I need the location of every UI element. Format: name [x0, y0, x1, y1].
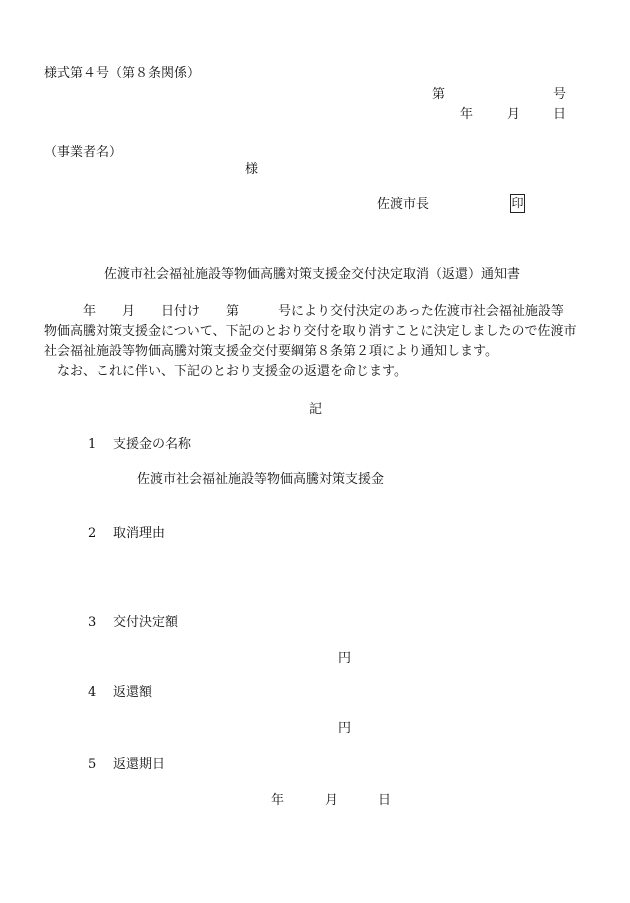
item-label: 返還額 — [113, 685, 153, 700]
due-date-day: 日 — [378, 793, 392, 808]
doc-date-day: 日 — [553, 107, 567, 122]
document-title: 佐渡市社会福祉施設等物価高騰対策支援金交付決定取消（返還）通知書 — [104, 267, 521, 282]
recipient-name-label: （事業者名） — [44, 145, 123, 160]
due-date-month: 月 — [325, 793, 339, 808]
item-label: 取消理由 — [113, 526, 166, 541]
item-unit: 円 — [338, 721, 352, 736]
item-label: 支援金の名称 — [113, 437, 192, 452]
item-number: 3 — [88, 615, 97, 630]
body-line: なお、これに伴い、下記のとおり支援金の返還を命じます。 — [44, 364, 407, 379]
due-date-year: 年 — [271, 793, 285, 808]
doc-date-month: 月 — [507, 107, 521, 122]
item-number: 2 — [88, 526, 97, 541]
item-value: 佐渡市社会福祉施設等物価高騰対策支援金 — [137, 472, 385, 487]
body-paragraph — [44, 302, 589, 382]
item-number: 1 — [88, 437, 97, 452]
doc-number-dai: 第 — [432, 87, 446, 102]
body-line: 物価高騰対策支援金について、下記のとおり交付を取り消すことに決定しましたので佐渡市 — [44, 324, 577, 339]
ki-heading: 記 — [309, 402, 323, 417]
form-label: 様式第４号（第８条関係） — [44, 66, 201, 81]
sender-title: 佐渡市長 — [377, 197, 430, 212]
item-unit: 円 — [338, 651, 352, 666]
body-line: 年 月 日付け 第 号により交付決定のあった佐渡市社会福祉施設等 — [44, 304, 564, 319]
item-label: 交付決定額 — [113, 615, 179, 630]
item-label: 返還期日 — [113, 757, 166, 772]
recipient-honorific: 様 — [245, 162, 259, 177]
item-number: 4 — [88, 685, 97, 700]
body-line: 社会福祉施設等物価高騰対策支援金交付要綱第８条第２項により通知します。 — [44, 344, 498, 359]
doc-number-go: 号 — [553, 87, 567, 102]
item-number: 5 — [88, 757, 97, 772]
doc-date-year: 年 — [460, 107, 474, 122]
seal-mark: 印 — [510, 194, 525, 213]
